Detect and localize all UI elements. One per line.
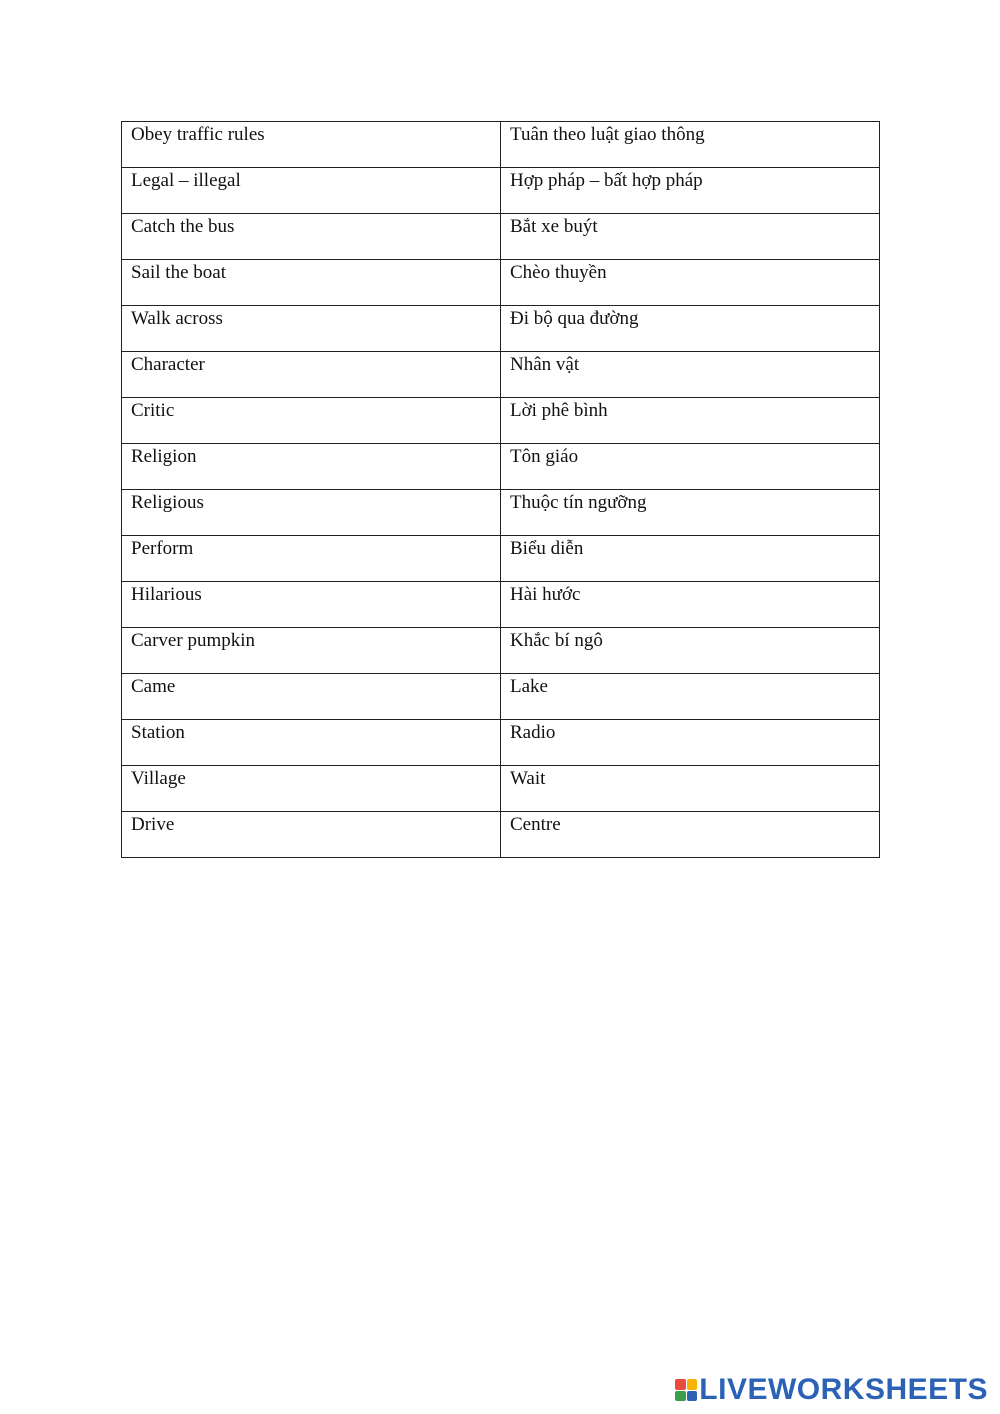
vocabulary-table: [121, 121, 880, 858]
table-row: [122, 214, 880, 260]
english-term: Sail the boat: [122, 260, 501, 306]
vietnamese-meaning: Centre: [501, 812, 880, 858]
vietnamese-meaning: Hài hước: [501, 582, 880, 628]
english-term: Character: [122, 352, 501, 398]
logo-square: [687, 1379, 698, 1390]
table-row: [122, 398, 880, 444]
liveworksheets-logo-icon: [675, 1379, 697, 1401]
table-row: [122, 812, 880, 858]
vietnamese-meaning: Lời phê bình: [501, 398, 880, 444]
table-row: [122, 122, 880, 168]
vietnamese-meaning: Chèo thuyền: [501, 260, 880, 306]
english-term: Catch the bus: [122, 214, 501, 260]
table-row: [122, 766, 880, 812]
table-row: [122, 674, 880, 720]
watermark-text: LIVEWORKSHEETS: [699, 1373, 988, 1406]
vietnamese-meaning: Biểu diễn: [501, 536, 880, 582]
english-term: Religion: [122, 444, 501, 490]
logo-square: [675, 1391, 686, 1402]
english-term: Walk across: [122, 306, 501, 352]
vietnamese-meaning: Lake: [501, 674, 880, 720]
liveworksheets-watermark: [675, 1374, 988, 1406]
vietnamese-meaning: Tôn giáo: [501, 444, 880, 490]
table-row: [122, 536, 880, 582]
english-term: Obey traffic rules: [122, 122, 501, 168]
english-term: Critic: [122, 398, 501, 444]
table-row: [122, 720, 880, 766]
table-row: [122, 628, 880, 674]
english-term: Perform: [122, 536, 501, 582]
logo-square: [675, 1379, 686, 1390]
table-row: [122, 582, 880, 628]
table-row: [122, 306, 880, 352]
english-term: Station: [122, 720, 501, 766]
vietnamese-meaning: Wait: [501, 766, 880, 812]
table-row: [122, 444, 880, 490]
english-term: Carver pumpkin: [122, 628, 501, 674]
vietnamese-meaning: Thuộc tín ngưỡng: [501, 490, 880, 536]
english-term: Legal – illegal: [122, 168, 501, 214]
table-row: [122, 352, 880, 398]
english-term: Came: [122, 674, 501, 720]
vietnamese-meaning: Hợp pháp – bất hợp pháp: [501, 168, 880, 214]
english-term: Religious: [122, 490, 501, 536]
table-row: [122, 168, 880, 214]
vietnamese-meaning: Tuân theo luật giao thông: [501, 122, 880, 168]
table-row: [122, 490, 880, 536]
vietnamese-meaning: Radio: [501, 720, 880, 766]
table-row: [122, 260, 880, 306]
vietnamese-meaning: Nhân vật: [501, 352, 880, 398]
vietnamese-meaning: Khắc bí ngô: [501, 628, 880, 674]
english-term: Village: [122, 766, 501, 812]
logo-square: [687, 1391, 698, 1402]
vietnamese-meaning: Bắt xe buýt: [501, 214, 880, 260]
english-term: Hilarious: [122, 582, 501, 628]
english-term: Drive: [122, 812, 501, 858]
vietnamese-meaning: Đi bộ qua đường: [501, 306, 880, 352]
